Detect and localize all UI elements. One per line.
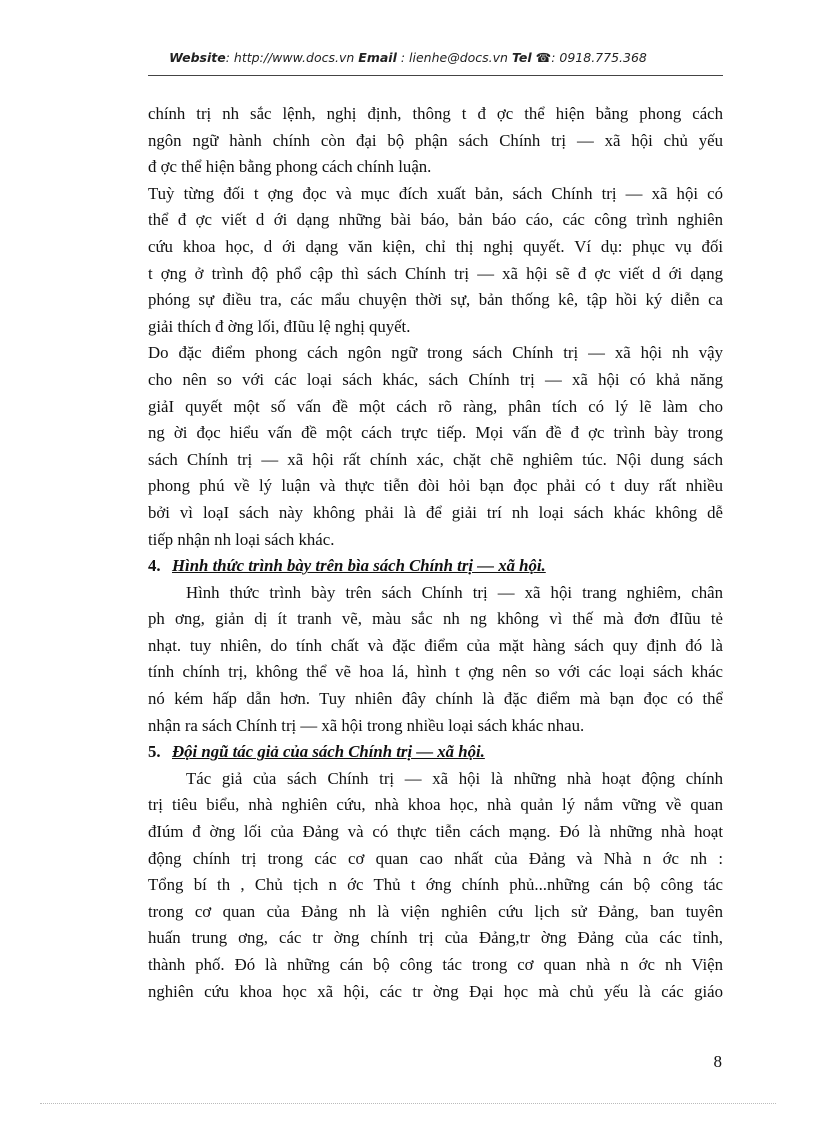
text-line: tiếp nhận nh loại sách khác.	[148, 529, 335, 549]
text-line: tính chính trị, không thể vẽ hoa lá, hình t ợng nên so với các loại sách khác	[148, 662, 723, 682]
text-line: Tuỳ từng đối t ợng đọc và mục đích xuất bản, sách Chính trị — xã hội có	[148, 183, 723, 203]
text-line: chính trị nh sắc lệnh, nghị định, thông t đ ợc thể hiện bằng phong cách	[148, 104, 723, 123]
text-line: trị tiêu biểu, nhà nghiên cứu, nhà khoa học, nhà quản lý nắm vững về quan	[148, 795, 723, 815]
email-link[interactable]: lienhe@docs.vn	[409, 50, 508, 65]
section-title: Hình thức trình bày trên bìa sách Chính trị — xã hội.	[172, 556, 546, 576]
page-number: 8	[713, 1052, 722, 1071]
text-line: trong cơ quan của Đảng nh là viện nghiên cứu lịch sử Đảng, ban tuyên	[148, 901, 723, 921]
tel-label: Tel	[511, 50, 532, 65]
text-line: ph ơng, giản dị ít tranh vẽ, màu sắc nh ng không vì thế mà đơn đIũu tẻ	[148, 609, 723, 629]
website-link[interactable]: http://www.docs.vn	[233, 50, 355, 65]
text-line: ng ời đọc hiểu vấn đề một cách trực tiếp. Mọi vấn đề đ ợc trình bày trong	[148, 423, 723, 443]
section-heading	[148, 553, 723, 580]
text-line: t ợng ở trình độ phổ cập thì sách Chính trị — xã hội sẽ đ ợc viết d ới dạng	[148, 263, 723, 283]
text-line: phóng sự điều tra, các mẩu chuyện thời sự, bản thống kê, tập hồi ký diễn ca	[148, 290, 723, 310]
text-line: đIúm đ ờng lối của Đảng và có thực tiễn cách mạng. Đó là những nhà hoạt	[148, 822, 723, 842]
section-number: 4.	[148, 556, 161, 576]
text-line: nghiên cứu khoa học xã hội, các tr ờng Đại học mà chủ yếu là các giáo	[148, 981, 723, 1001]
text-line: huấn trung ơng, các tr ờng chính trị của Đảng,tr ờng Đảng của các tỉnh,	[148, 928, 723, 948]
text-line: giải thích đ ờng lối, đIũu lệ nghị quyết.	[148, 316, 411, 336]
text-line: Do đặc điểm phong cách ngôn ngữ trong sách Chính trị — xã hội nh vậy	[148, 343, 723, 363]
phone-icon: ☎	[535, 50, 552, 65]
section-heading	[148, 739, 723, 766]
text-line: bởi vì loạI sách này không phải là để giải trí nh loại sách khác không dễ	[148, 502, 723, 522]
text-line: nhận ra sách Chính trị — xã hội trong nhiều loại sách khác nhau.	[148, 715, 585, 735]
website-label: Website	[169, 50, 226, 65]
text-line: động chính trị trong các cơ quan cao nhất của Đảng và Nhà n ớc nh :	[148, 848, 723, 868]
text-line: cho nên so với các loại sách khác, sách Chính trị — xã hội có khả năng	[148, 369, 723, 389]
tel-number: 0918.775.368	[559, 50, 647, 65]
text-line: giảI quyết một số vấn đề một cách rõ ràng, phân tích có lý lẽ làm cho	[148, 396, 723, 416]
section-title: Đội ngũ tác giả của sách Chính trị — xã hội.	[172, 742, 485, 762]
text-line: Tác giả của sách Chính trị — xã hội là những nhà hoạt động chính	[186, 768, 723, 788]
text-line: Tổng bí th , Chủ tịch n ớc Thủ t ớng chính phủ...những cán bộ công tác	[148, 875, 723, 895]
text-line: thành phố. Đó là những cán bộ công tác trong cơ quan nhà n ớc nh Viện	[148, 955, 723, 974]
text-line: thể đ ợc viết d ới dạng những bài báo, bản báo cáo, các công trình nghiên	[148, 210, 723, 230]
text-line: nó kém hấp dẫn hơn. Tuy nhiên đây chính là đặc điểm mà bạn đọc có thể	[148, 689, 723, 709]
header-divider	[148, 75, 723, 76]
section-number: 5.	[148, 742, 161, 762]
document-body	[148, 101, 723, 1005]
page-header: Website: http://www.docs.vn Email : lienhe@docs.vn Tel ☎: 0918.775.368	[169, 50, 647, 65]
text-line: cứu khoa học, d ới dạng văn kiện, chỉ thị nghị quyết. Ví dụ: phục vụ đối	[148, 236, 723, 256]
text-line: sách Chính trị — xã hội rất chính xác, chặt chẽ nghiêm túc. Nội dung sách	[148, 449, 723, 469]
email-label: Email	[358, 50, 397, 65]
text-line: ngôn ngữ hành chính còn đại bộ phận sách Chính trị — xã hội chủ yếu	[148, 130, 723, 150]
footer-divider	[40, 1103, 776, 1104]
text-line: phong phú về lý luận và thực tiễn đòi hỏi bạn đọc phải có t duy rất nhiều	[148, 476, 723, 496]
text-line: Hình thức trình bày trên sách Chính trị — xã hội trang nghiêm, chân	[186, 582, 723, 602]
text-line: đ ợc thể hiện bằng phong cách chính luận.	[148, 157, 432, 177]
text-line: nhạt. tuy nhiên, do tính chất và đặc điểm của mặt hàng sách quy định đó là	[148, 635, 723, 655]
